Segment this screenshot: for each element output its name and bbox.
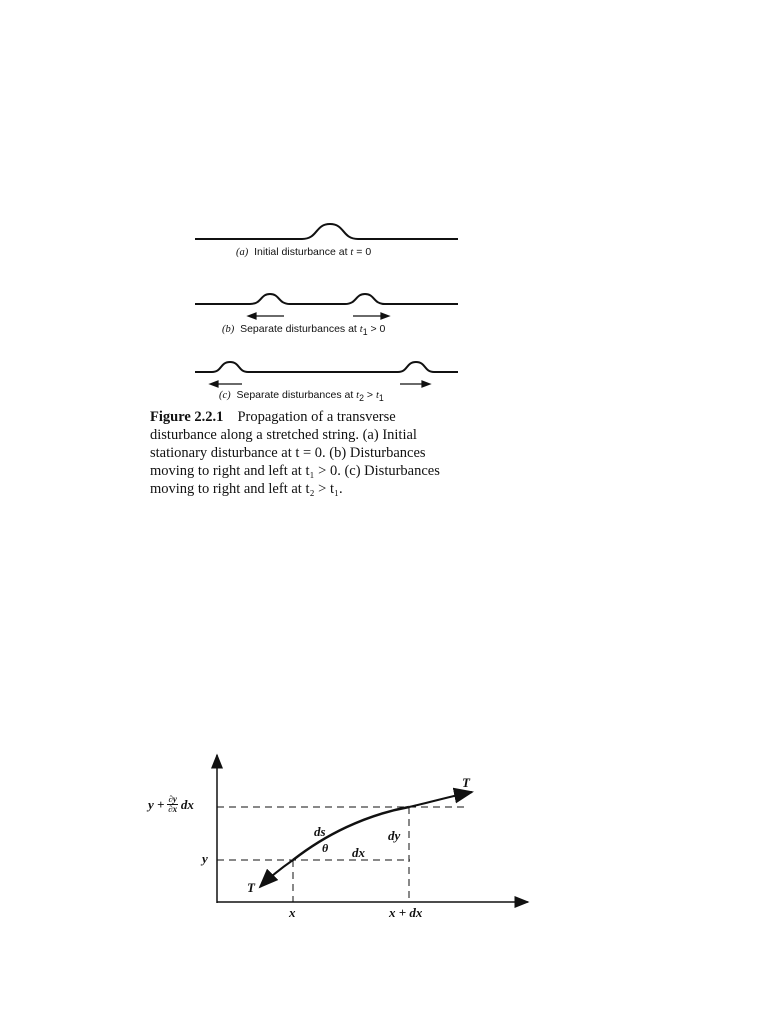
tension-bottom-label: T [247, 880, 255, 895]
y-plus-dy-label: y + $\frac{\partial y}{\partial x}$ dx [148, 794, 194, 814]
panel-a-string [195, 224, 458, 239]
tension-arrow-bottom [260, 860, 293, 887]
panel-c-string [195, 362, 458, 372]
panel-c-left-arrow [210, 381, 242, 387]
panel-b-right-arrow [353, 313, 389, 319]
panel-b-caption: (b) Separate disturbances at $t_1 > 0$ [222, 323, 386, 338]
figure-caption: Figure 2.2.1 Propagation of a transverse disturbance along a stretched string. (a) Initial stationary disturbance at t = 0. (b) Disturbances moving to right and left at t₁ > 0. (c) Disturbances moving to right and left at t₂ > t₁. [150, 409, 440, 497]
x-plus-dx-tick-label: x + dx [389, 905, 423, 920]
dy-label: dy [388, 828, 401, 843]
panel-c-right-arrow [400, 381, 430, 387]
y-label: y [202, 851, 208, 866]
theta-label: θ [322, 841, 329, 855]
tension-top-label: T [462, 775, 470, 790]
ds-label: ds [314, 824, 326, 839]
panel-b-string [195, 294, 458, 304]
dx-label: dx [352, 845, 365, 860]
x-tick-label: x [289, 905, 296, 920]
panel-c-caption: (c) Separate disturbances at $t_2 > t_1$ [219, 389, 384, 404]
figure-label: Figure 2.2.1 [150, 409, 224, 425]
tension-arrow-top [409, 792, 472, 807]
panel-b-left-arrow [248, 313, 284, 319]
string-element-diagram [130, 745, 550, 925]
panel-a-caption: (a) Initial disturbance at t = 0 [236, 246, 372, 258]
